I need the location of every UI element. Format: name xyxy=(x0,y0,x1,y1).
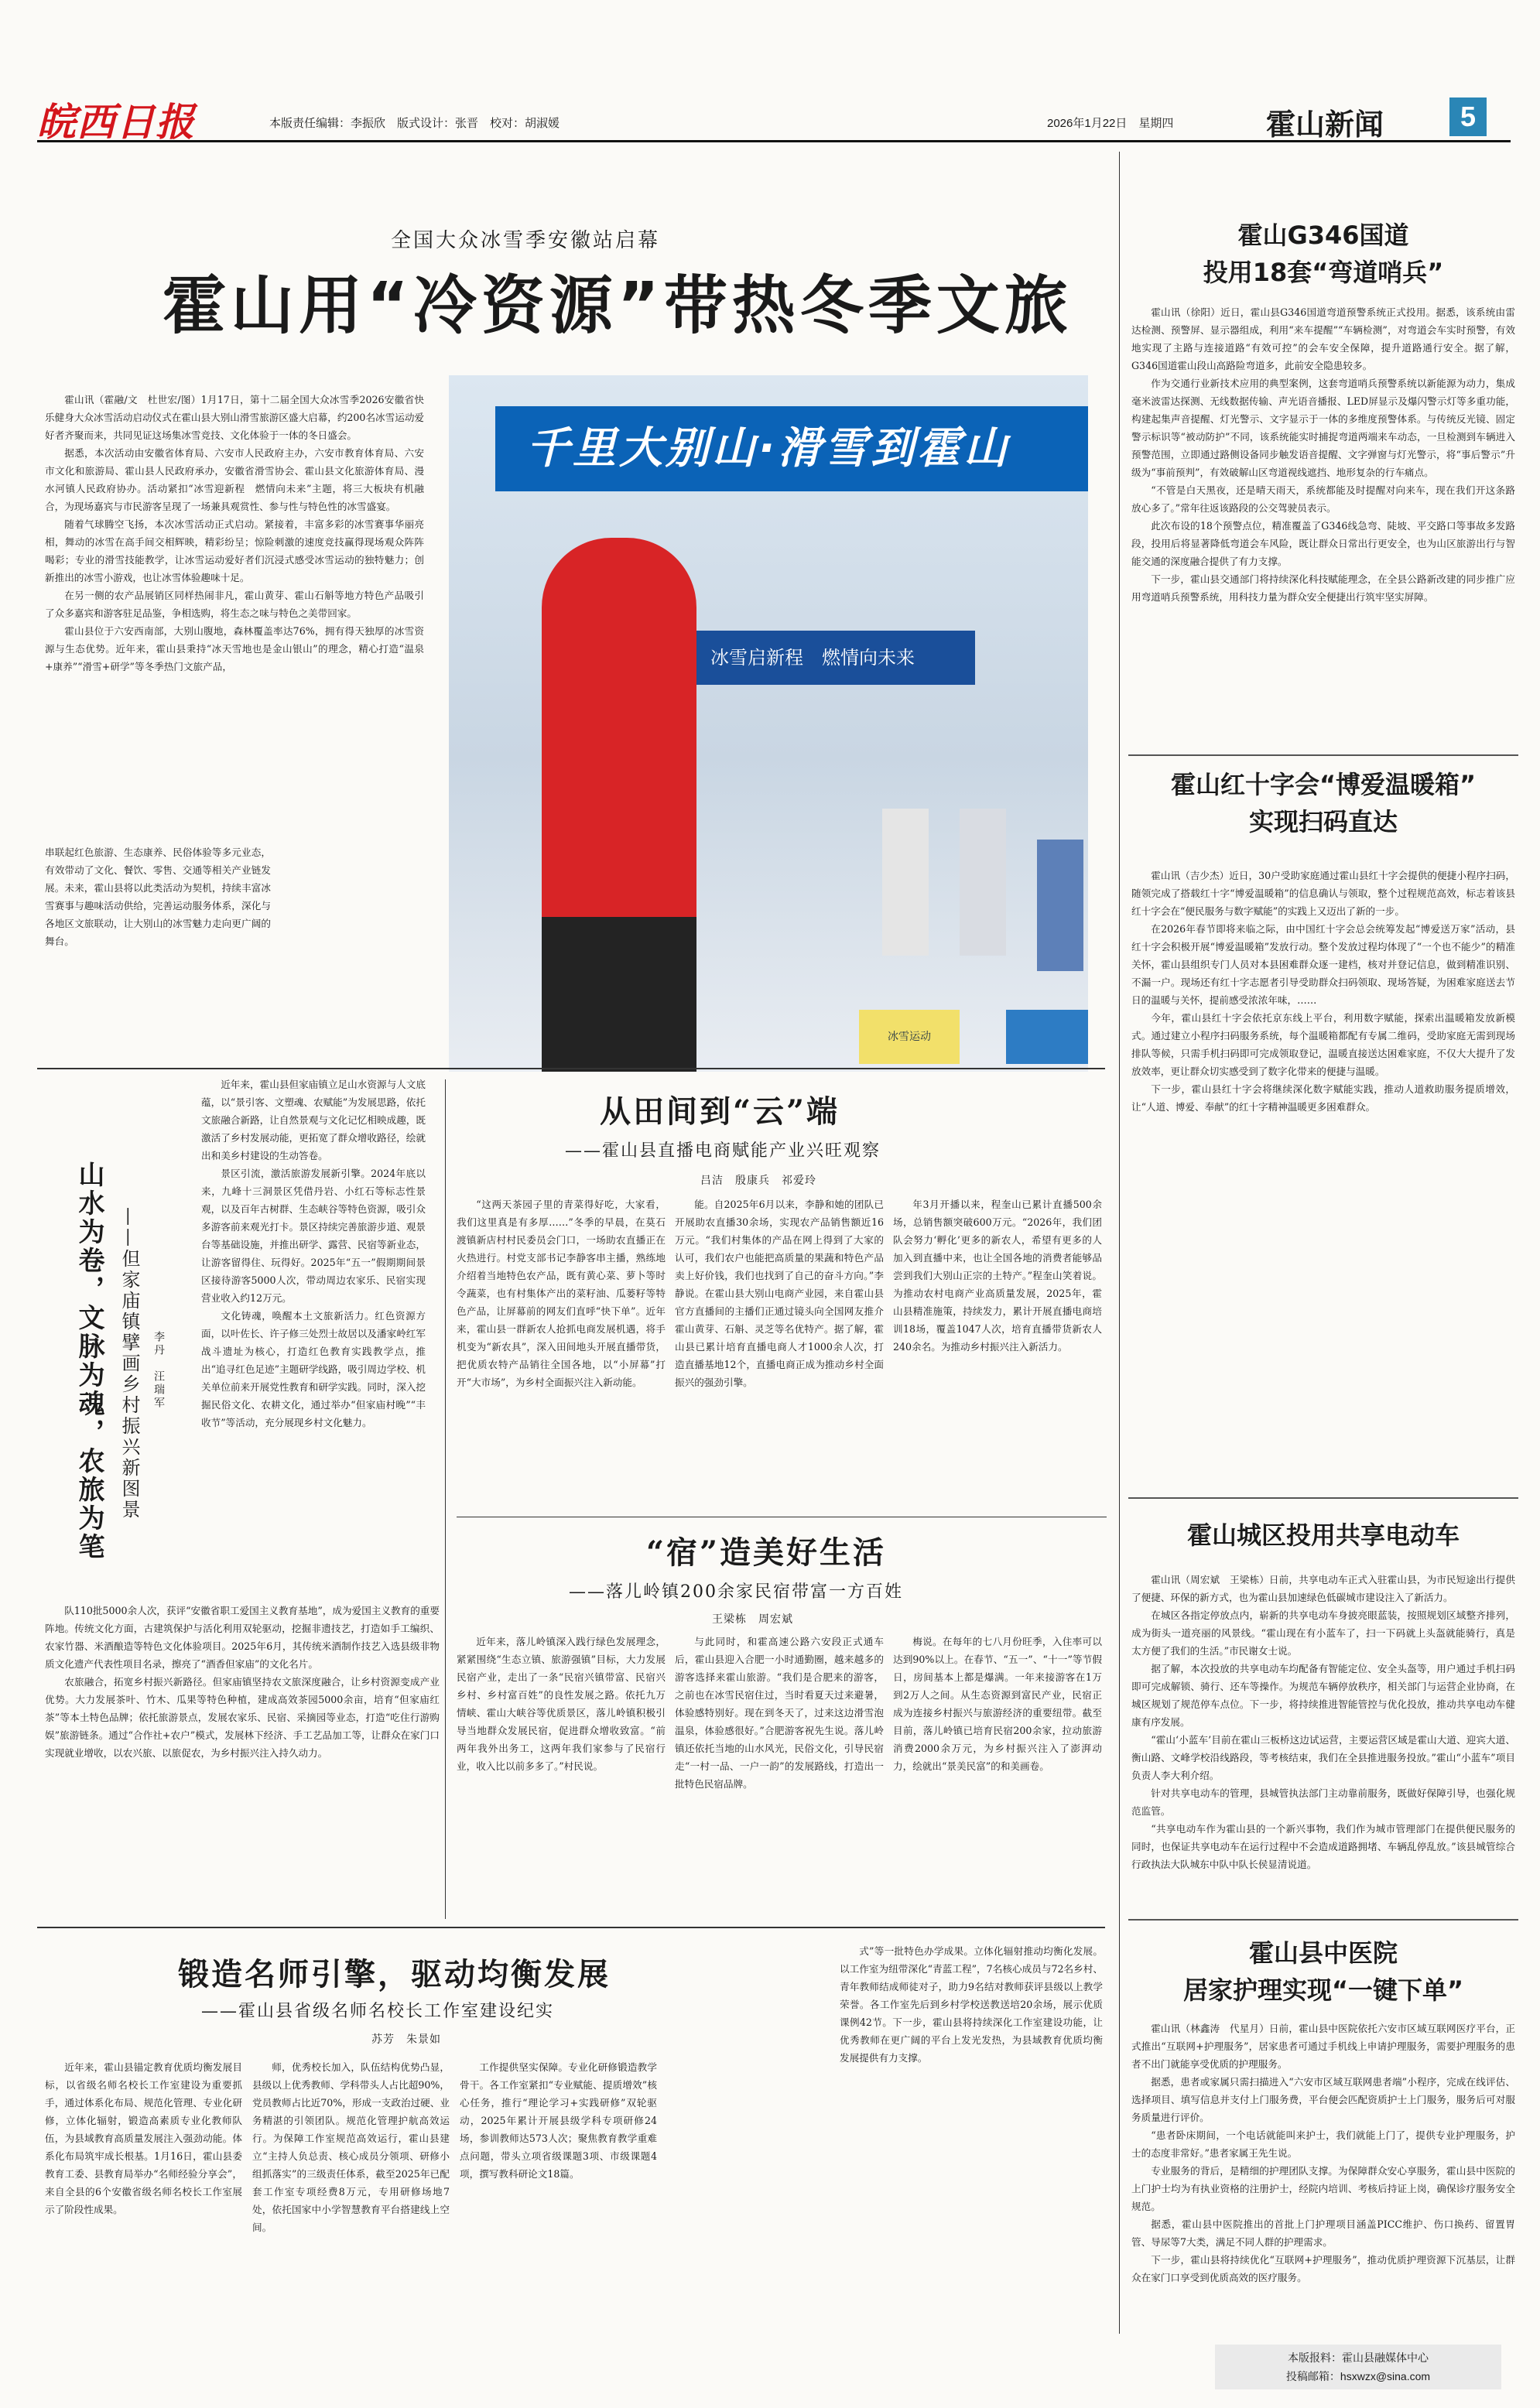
article-byline: 苏芳 朱景如 xyxy=(371,2033,441,2046)
article-column xyxy=(45,2058,242,2218)
body-para: 近年来，落儿岭镇深入践行绿色发展理念，紧紧围绕“生态立镇、旅游强镇”目标，大力发展民宿产业，走出了一条“民宿兴镇带富、民宿兴乡村、乡村富百姓”的良性发展之路。依托九万情峡、霍山大峡谷等优质景区，落儿岭镇积极引导当地群众发展民宿，促进群众增收致富。“前两年我外出务工，这两年我们家参与了民宿行业，收入比以前多多了。”村民说。 xyxy=(457,1636,666,1772)
body-para: 霍山讯（周宏斌 王梁栋）日前，共享电动车正式入驻霍山县，为市民短途出行提供了便捷、环保的新方式，也为霍山县加速绿色低碳城市建设注入了新活力。 xyxy=(1131,1574,1515,1603)
body-para: 专业服务的背后，是精细的护理团队支撑。为保障群众安心享服务，霍山县中医院的上门护士均为有执业资格的注册护士，经院内培训、考核后持证上岗，确保诊疗服务安全规范。 xyxy=(1131,2165,1515,2212)
article-column xyxy=(460,2058,657,2183)
article-title xyxy=(1130,766,1517,840)
lead-body xyxy=(45,391,424,676)
article-byline: 李丹 汪瑞军 xyxy=(152,1331,165,1410)
body-para: 据悉，患者或家属只需扫描进入“六安市区域互联网患者端”小程序，完成在线评估、选择项目、填写信息并支付上门服务费，平台便会匹配资质护士上门服务，服务后可对服务质量进行评价。 xyxy=(1131,2076,1515,2123)
body-para: “霍山‘小蓝车’目前在霍山三板桥这边试运营，主要运营区域是霍山大道、迎宾大道、衡山路、文峰学校沿线路段，等考核结束，我们在全县推进服务投放。”霍山“小蓝车”项目负责人李大利介绍。 xyxy=(1131,1734,1515,1781)
skier-pants xyxy=(542,917,696,1072)
lead-body-tail xyxy=(45,843,277,1060)
rule xyxy=(1128,1919,1518,1921)
footer-line: 本版报料：霍山县融媒体中心 xyxy=(1288,2352,1429,2364)
body-para: 式”等一批特色办学成果。立体化辐射推动均衡化发展。以工作室为纽带深化“青蓝工程”，7名核心成员与72名乡村、青年教师结成师徒对子，助力9名结对教师获评县级以上教学荣誉。各工作室先后到乡村学校送教送培20余场，展示优质课例42节。下一步，霍山县将持续深化工作室建设功能，让优秀教师在更广阔的平台上发光发热，为县域教育优质均衡发展提供有力支撑。 xyxy=(840,1945,1103,2064)
photo-slogan: 冰雪启新程 燃情向未来 xyxy=(650,631,975,685)
body-para: “患者卧床期间，一个电话就能叫来护士，我们就能上门了，提供专业护理服务，护士的态度非常好。”患者家属王先生说。 xyxy=(1131,2129,1515,2159)
rule xyxy=(1128,1497,1518,1499)
article-subtitle: ——霍山县省级名师名校长工作室建设纪实 xyxy=(201,2002,555,2021)
child-figure xyxy=(1037,840,1083,971)
body-para: 年3月开播以来，程奎山已累计直播500余场，总销售额突破600万元。“2026年，我们团队会努力‘孵化’更多的新农人，希望有更多的人加入到直播中来，也让全国各地的消费者能够品尝到我们大别山正宗的土特产。”程奎山笑着说。为推动农村电商产业高质量发展，2025年，霍山县精准施策，持续发力，累计开展直播电商培训18场，覆盖1047人次，培育直播带货新农人240余名。为推动乡村振兴注入新活力。 xyxy=(893,1199,1102,1353)
article-body xyxy=(1131,2020,1515,2337)
body-para: 能。自2025年6月以来，李静和她的团队已开展助农直播30余场，实现农产品销售额近16万元。“我们村集体的产品在网上得到了大家的认可，我们农户也能把高质量的果蔬和特色产品卖上好价钱，我们也找到了自己的奋斗方向。”李静说。在霍山县大别山电商产业园，来自霍山县官方直播间的主播们正通过镜头向全国网友推介霍山黄芽、石斛、灵芝等名优特产。据了解，霍山县已累计培育直播电商人才1000余人次，打造直播基地12个，直播电商正成为推动乡村全面振兴的强劲引擎。 xyxy=(675,1199,884,1388)
body-para: 下一步，霍山县将持续优化“互联网+护理服务”，推动优质护理资源下沉基层，让群众在家门口享受到优质高效的医疗服务。 xyxy=(1131,2254,1515,2283)
photo-sign-board xyxy=(1006,1010,1088,1064)
article-column xyxy=(675,1633,884,1793)
title-line: 居家护理实现“一键下单” xyxy=(1182,1975,1464,2005)
body-para: 景区引流，激活旅游发展新引擎。2024年底以来，九峰十三洞景区凭借丹岩、小红石等标志性景观，以及百年古树群、生态峡谷等特色资源，吸引众多游客前来观光打卡。景区持续完善旅游步道、观景台等基础设施，并推出研学、露营、民宿等新业态，让游客留得住、玩得好。2025年“五一”假期期间景区接待游客5000人次，带动周边农家乐、民宿实现营业收入约12万元。 xyxy=(201,1168,426,1304)
body-para: 下一步，霍山县红十字会将继续深化数字赋能实践，推动人道救助服务提质增效，让“人道、博爱、奉献”的红十字精神温暖更多困难群众。 xyxy=(1131,1083,1515,1113)
article-body xyxy=(45,1602,440,1762)
article-column xyxy=(893,1195,1102,1356)
body-para: 据悉，霍山县中医院推出的首批上门护理项目涵盖PICC维护、伤口换药、留置胃管、导尿等7大类，满足不同人群的护理需求。 xyxy=(1131,2218,1515,2248)
body-para: 下一步，霍山县交通部门将持续深化科技赋能理念，在全县公路新改建的同步推广应用弯道哨兵预警系统，用科技力量为群众安全便捷出行筑牢坚实屏障。 xyxy=(1131,573,1515,603)
body-para: 农旅融合，拓宽乡村振兴新路径。但家庙镇坚持农文旅深度融合，让乡村资源变成产业优势。大力发展茶叶、竹木、瓜果等特色种植，建成高效茶园5000余亩，培育“但家庙红茶”等本土特色品牌；依托旅游景点，发展农家乐、民宿、采摘园等业态，打造“吃住行游购娱”旅游链条。通过“合作社+农户”模式，发展林下经济、手工艺品加工等，让群众在家门口实现就业增收，以农兴旅、以旅促农，为乡村振兴注入持久动力。 xyxy=(45,1676,440,1759)
article-title: 霍山城区投用共享电动车 xyxy=(1186,1520,1460,1550)
lead-para: 在另一侧的农产品展销区同样热闹非凡，霍山黄芽、霍山石斛等地方特色产品吸引了众多嘉宾和游客驻足品鉴，争相选购，将生态之味与特色之美带回家。 xyxy=(45,590,424,619)
lead-kicker: 全国大众冰雪季安徽站启幕 xyxy=(391,229,661,252)
lead-para: 霍山讯（霍融/文 杜世宏/图）1月17日，第十二届全国大众冰雪季2026安徽省快乐健身大众冰雪活动启动仪式在霍山县大别山滑雪旅游区盛大启幕，约200名冰雪运动爱好者齐聚而来，共同见证这场集冰雪竞技、文化体验于一体的冬日盛会。 xyxy=(45,394,425,441)
article-title: 锻造名师引擎，驱动均衡发展 xyxy=(178,1956,611,1992)
body-para: 梅说。在每年的七八月份旺季，入住率可以达到90%以上。在春节、“五一”、“十一”等节假日，房间基本上都是爆满。一年来接游客在1万到2万人之间。从生态资源到富民产业，民宿正成为连接乡村振兴与旅游经济的重要纽带。截至目前，落儿岭镇已培育民宿200余家，拉动旅游消费2000余万元，为乡村振兴注入了澎湃动力，绘就出“景美民富”的和美画卷。 xyxy=(893,1636,1102,1772)
article-subtitle: ——落儿岭镇200余家民宿带富一方百姓 xyxy=(569,1582,903,1602)
section-title: 霍山新闻 xyxy=(1266,108,1384,142)
article-body xyxy=(1131,1571,1515,1911)
title-line: 投用18套“弯道哨兵” xyxy=(1203,258,1444,287)
article-subtitle: ——霍山县直播电商赋能产业兴旺观察 xyxy=(565,1141,881,1161)
article-body xyxy=(201,1076,426,1431)
body-para: 工作提供坚实保障。专业化研修锻造教学骨干。各工作室紧扣“专业赋能、提质增效”核心任务，推行“理论学习+实践研修”双轮驱动，2025年累计开展县级学科专项研修24场，参训教师达573人次；聚焦教育教学重难点问题，带头立项省级课题3项、市级课题4项，撰写教科研论文18篇。 xyxy=(460,2061,657,2180)
body-para: 近年来，霍山县但家庙镇立足山水资源与人文底蕴，以“景引客、文塑魂、农赋能”为发展思路，依托文旅融合新路，让自然景观与文化记忆相映成趣，既激活了乡村发展动能，更拓宽了群众增收路径，绘就出和美乡村建设的生动答卷。 xyxy=(201,1079,426,1161)
ski-event-photo xyxy=(449,375,1088,1072)
body-para: 师，优秀校长加入，队伍结构优势凸显，县级以上优秀教师、学科带头人占比超90%，党员教师占比近70%，形成一支政治过硬、业务精湛的引领团队。规范化管理护航高效运行。为保障工作室规范高效运行，霍山县建立“主持人负总责、核心成员分领项、研修小组抓落实”的三级责任体系，截至2025年已配套工作室专项经费8万元，专用研修场地7处，依托国家中小学智慧教育平台搭建线上空间。 xyxy=(252,2061,450,2233)
lead-para: 随着气球腾空飞扬，本次冰雪活动正式启动。紧接着，丰富多彩的冰雪赛事华丽亮相，舞动的冰雪在高手间交相辉映，精彩纷呈；惊险刺激的速度竞技赢得现场观众阵阵喝彩；专业的滑雪技能教学，让冰雪运动爱好者们沉浸式感受冰雪运动的独特魅力；创新推出的冰雪小游戏，也让冰雪体验趣味十足。 xyxy=(45,518,424,583)
title-line: 霍山县中医院 xyxy=(1248,1938,1398,1968)
body-para: 霍山讯（吉少杰）近日，30户受助家庭通过霍山县红十字会提供的便捷小程序扫码，随领完成了搭载红十字“博爱温暖箱”的信息确认与领取，整个过程规范高效，标志着该县红十字会在“便民服务与数字赋能”的实践上又迈出了新的一步。 xyxy=(1131,870,1515,917)
rule xyxy=(37,1068,1105,1069)
article-column xyxy=(252,2058,450,2236)
body-para: 近年来，霍山县锚定教育优质均衡发展目标，以省级名师名校长工作室建设为重要抓手，通过体系化布局、规范化管理、专业化研修，立体化辐射，锻造高素质专业化教师队伍，为县域教育高质量发展注入强劲动能。体系化布局筑牢成长根基。1月16日，霍山县委教育工委、县教育局举办“名师经验分享会”，来自全县的6个安徽省级名师名校长工作室展示了阶段性成果。 xyxy=(45,2061,242,2215)
lead-para: 串联起红色旅游、生态康养、民俗体验等多元业态，有效带动了文化、餐饮、零售、交通等相关产业链发展。未来，霍山县将以此类活动为契机，持续丰富冰雪赛事与趣味活动供给，完善运动服务体系，深化与各地区文旅联动，让大别山的冰雪魅力走向更广阔的舞台。 xyxy=(45,847,271,947)
masthead xyxy=(37,91,1511,145)
body-para: 与此同时，和霍高速公路六安段正式通车后，霍山县迎入合肥一小时通勤圈，越来越多的游客选择来霍山旅游。“我们是合肥来的游客，之前也在冰雪民宿住过，当时看夏天过来避暑，体验感特别好。现在到冬天了，过来这边滑雪泡温泉，体验感很好。”合肥游客祝先生说。落儿岭镇还依托当地的山水风光，民俗文化，引导民宿走“一村一品、一户一韵”的发展路线，打造出一批特色民宿品牌。 xyxy=(675,1636,884,1790)
lead-headline: 霍山用“冷资源”带热冬季文旅 xyxy=(163,269,1073,343)
child-figure xyxy=(960,809,1006,956)
rule xyxy=(445,1079,446,1919)
body-para: 霍山讯（徐阳）近日，霍山县G346国道弯道预警系统正式投用。据悉，该系统由雷达检测、预警屏、显示器组成，利用“来车提醒”“车辆检测”，对弯道会车实时预警，有效地实现了主路与连接道路“有效可控”的会车安全保障，提升道路通行安全。据了解，G346国道霍山段山高路险弯道多，此前安全隐患较多。 xyxy=(1131,306,1515,371)
child-figure xyxy=(882,809,929,956)
body-para: 文化铸魂，唤醒本土文旅新活力。红色资源方面，以叶佐长、许子修三处烈士故居以及潘家岭红军战斗遗址为核心，打造红色教育实践教学点，推出“追寻红色足迹”主题研学线路，吸引周边学校、机关单位前来开展党性教育和研学实践。同时，深入挖掘民俗文化、农耕文化，通过举办“但家庙村晚”“丰收节”等活动，充分展现乡村文化魅力。 xyxy=(201,1310,426,1428)
issue-date: 2026年1月22日 星期四 xyxy=(1047,117,1174,130)
title-line: 霍山G346国道 xyxy=(1237,221,1409,250)
body-para: 在2026年春节即将来临之际，由中国红十字会总会统筹发起“博爱送万家”活动，县红十字会积极开展“博爱温暖箱”发放行动。整个发放过程均体现了“一个也不能少”的精准关怀，霍山县组织专门人员对本县困难群众逐一建档，核对并登记信息，做到精准识别、不漏一户。现场还有红十字志愿者引导受助群众扫码领取、现场答疑，为困难家庭送去节日的温暖与关怀，提前感受浓浓年味，…… xyxy=(1131,923,1515,1006)
article-column xyxy=(457,1633,666,1775)
article-column xyxy=(457,1195,666,1391)
body-para: 据了解，本次投放的共享电动车均配备有智能定位、安全头盔等，用户通过手机扫码即可完成解锁、骑行、还车等操作。为规范车辆停放秩序，相关部门与运营企业协商，在城区规划了规范停车点位。下一步，将持续推进智能管控与优化投放，推动共享电动车健康有序发展。 xyxy=(1131,1663,1515,1728)
article-byline: 王梁栋 周宏斌 xyxy=(712,1613,793,1626)
footer-email: 投稿邮箱：hsxwzx@sina.com xyxy=(1285,2370,1431,2382)
title-line: 霍山红十字会“博爱温暖箱” xyxy=(1170,770,1477,799)
page-number-badge: 5 xyxy=(1449,97,1487,136)
footer-box xyxy=(1215,2345,1501,2389)
rule xyxy=(37,1927,1105,1928)
article-column xyxy=(675,1195,884,1391)
body-para: 霍山讯（林鑫涛 代星月）日前，霍山县中医院依托六安市区域互联网医疗平台，正式推出“互联网+护理服务”，居家患者可通过手机线上申请护理服务，需要护理服务的患者不出门就能享受优质的护理服务。 xyxy=(1131,2023,1515,2070)
body-para: 在城区各指定停放点内，崭新的共享电动车身披亮眼蓝装，按照规划区域整齐排列，成为街头一道亮丽的风景线。“霍山现在有小蓝车了，扫一下码就上头盔就能骑行，真是太方便了我们的生活。”市民谢女士说。 xyxy=(1131,1609,1515,1657)
body-para: 此次布设的18个预警点位，精准覆盖了G346线急弯、陡坡、平交路口等事故多发路段，投用后将显著降低弯道会车风险，既让群众日常出行更安全，也为山区旅游出行与智能交通的深度融合提供了有力支撑。 xyxy=(1131,520,1515,567)
article-title xyxy=(1130,217,1517,291)
body-para: 队110批5000余人次，获评“安徽省职工爱国主义教育基地”，成为爱国主义教育的重要阵地。传统文化方面，古建筑保护与活化利用双轮驱动，挖掘非遗技艺，打造如手工编织、农家竹器、米酒酿造等特色文化体验项目。2025年6月，其传统米酒制作技艺入选县级非物质文化遗产代表性项目名录，擦亮了“酒香但家庙”的文化名片。 xyxy=(45,1605,440,1670)
rule xyxy=(1128,754,1518,756)
column-divider xyxy=(1119,152,1120,2334)
lead-para: 据悉，本次活动由安徽省体育局、六安市人民政府主办，六安市教育体育局、六安市文化和旅游局、霍山县人民政府承办，安徽省滑雪协会、霍山县文化旅游体育局、漫水河镇人民政府协办。活动紧扣“冰雪迎新程 燃情向未来”主题，将三大板块有机融合，为现场嘉宾与市民游客呈现了一场兼具观赏性、参与性与特色性的冰雪盛宴。 xyxy=(45,447,424,512)
article-subtitle: ——但家庙镇擘画乡村振兴新图景 xyxy=(118,1207,140,1520)
body-para: “这两天茶园子里的青菜得好吃，大家看，我们这里真是有多厚……”冬季的早晨，在莫石渡镇新店村村民委员会门口，一场助农直播正在火热进行。村党支部书记李静客串主播，熟练地介绍着当地特色农产品，既有黄心菜、萝卜等时令蔬菜，也有村集体产出的菜籽油、瓜蒌籽等特色产品，让屏幕前的网友们直呼“快下单”。近年来，霍山县一群新农人抢抓电商发展机遇，将手机变为“新农具”，深入田间地头开展直播带货，把优质农特产品销往全国各地，以“小屏幕”打开“大市场”，为乡村全面振兴注入新动能。 xyxy=(457,1199,666,1388)
article-body xyxy=(1131,867,1515,1486)
article-title: “宿”造美好生活 xyxy=(646,1534,887,1571)
article-column xyxy=(840,1942,1103,2067)
article-title: 从田间到“云”端 xyxy=(600,1093,840,1130)
article-byline: 吕洁 殷康兵 祁爱玲 xyxy=(700,1175,816,1187)
article-title xyxy=(1130,1934,1517,2009)
article-column xyxy=(893,1633,1102,1775)
editor-credits: 本版责任编辑：李振欣 版式设计：张晋 校对：胡淑媛 xyxy=(269,117,560,130)
article-body xyxy=(1131,303,1515,744)
body-para: 今年，霍山县红十字会依托京东线上平台，利用数字赋能，探索出温暖箱发放新模式。通过建立小程序扫码服务系统，每个温暖箱都配有专属二维码，受助家庭无需到现场排队等候，只需手机扫码即可完成领取登记，温暖直接送达困难家庭，不仅大大提升了发放效率，更让群众切实感受到了数字化带来的便捷与温暖。 xyxy=(1131,1012,1515,1077)
body-para: 作为交通行业新技术应用的典型案例，这套弯道哨兵预警系统以新能源为动力，集成毫米波雷达探测、无线数据传输、声光语音播报、LED屏显示及爆闪警示灯等多重功能，构建起集声音提醒、灯光警示、文字显示于一体的多维度预警体系。与传统反光镜、固定警示标识等“被动防护”不同，该系统能实时捕捉弯道两端来车动态，一旦检测到车辆进入预警范围，立即通过路侧设备同步触发语音提醒、文字弹窗与灯光警示，将“事后警示”升级为“事前预判”，有效破解山区弯道视线遮挡、地形复杂的行车痛点。 xyxy=(1131,378,1515,478)
skier-figure xyxy=(542,538,696,971)
article-title: 山水为卷，文脉为魂，农旅为笔 xyxy=(74,1161,104,1561)
lead-para: 霍山县位于六安西南部，大别山腹地，森林覆盖率达76%，拥有得天独厚的冰雪资源与生态优势。近年来，霍山县秉持“冰天雪地也是金山银山”的理念，精心打造“温泉+康养”“滑雪+研学”等冬季热门文旅产品， xyxy=(45,625,424,672)
title-line: 实现扫码直达 xyxy=(1248,807,1398,836)
body-para: “不管是白天黑夜，还是晴天雨天，系统都能及时提醒对向来车，现在我们开这条路放心多了。”常年往返该路段的公交驾驶员表示。 xyxy=(1131,484,1515,514)
photo-sign: 冰雪运动 xyxy=(859,1010,960,1064)
body-para: 针对共享电动车的管理，县城管执法部门主动靠前服务，既做好保障引导，也强化规范监管。 xyxy=(1131,1787,1515,1817)
newspaper-logo: 皖西日报 xyxy=(37,99,195,145)
body-para: “共享电动车作为霍山县的一个新兴事物，我们作为城市管理部门在提供便民服务的同时，也保证共享电动车在运行过程中不会造成道路拥堵、车辆乱停乱放。”该县城管综合行政执法大队城东中队中队长侯显清说道。 xyxy=(1131,1823,1515,1870)
photo-banner: 千里大别山·滑雪到霍山 xyxy=(495,406,1088,491)
